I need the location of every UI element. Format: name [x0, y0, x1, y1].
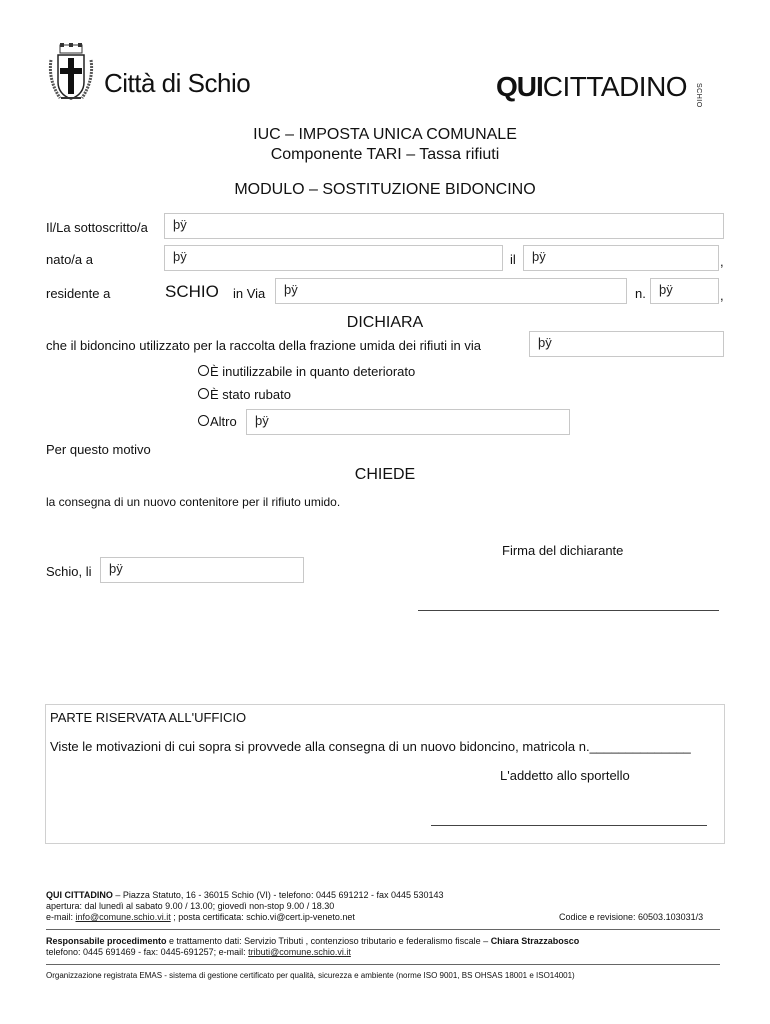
born-label: nato/a a	[46, 252, 93, 267]
footer-org-name: QUI CITTADINO	[46, 890, 113, 900]
reason-label: Per questo motivo	[46, 442, 151, 457]
footer-divider-2	[46, 964, 720, 965]
bin-street-field[interactable]: þÿ	[529, 331, 724, 357]
street-field[interactable]: þÿ	[275, 278, 627, 304]
place-date-field[interactable]: þÿ	[100, 557, 304, 583]
requests-heading: CHIEDE	[354, 466, 416, 483]
footer-emas: Organizzazione registrata EMAS - sistema di gestione certificato per qualità, sicurezza e ambiente (norme ISO 9001, BS OHSAS 18001 e ISO14001)	[46, 971, 575, 980]
resident-city: SCHIO	[165, 282, 219, 301]
option-stolen-radio[interactable]	[198, 388, 209, 399]
footer-resp-text: e trattamento dati: Servizio Tributi , contenzioso tributario e federalismo fiscale –	[166, 936, 491, 946]
brand-vertical-text: SCHIO	[695, 83, 702, 108]
signature-line[interactable]	[418, 610, 719, 611]
bin-text: che il bidoncino utilizzato per la raccolta della frazione umida dei rifiuti in via	[46, 338, 482, 353]
request-text: la consegna di un nuovo contenitore per il rifiuto umido.	[46, 495, 341, 509]
footer-email-row	[46, 912, 355, 922]
title-line-1: IUC – IMPOSTA UNICA COMUNALE	[253, 126, 517, 143]
footer-email-prefix: e-mail:	[46, 912, 76, 922]
birth-date-field[interactable]: þÿ	[523, 245, 719, 271]
signer-label: Il/La sottoscritto/a	[46, 220, 148, 235]
signature-label: Firma del dichiarante	[502, 543, 624, 558]
brand-light: CITTADINO	[542, 71, 688, 102]
other-reason-field[interactable]: þÿ	[246, 409, 570, 435]
declares-heading: DICHIARA	[346, 314, 424, 331]
footer-divider-1	[46, 929, 720, 930]
footer-pec: ; posta certificata: schio.vi@cert.ip-veneto.net	[170, 912, 355, 922]
number-label: n.	[635, 286, 646, 301]
footer-resp-contact-row	[46, 947, 351, 957]
footer-responsible	[46, 936, 579, 946]
city-name: Città di Schio	[104, 68, 251, 98]
footer-revision-code: Codice e revisione: 60503.103031/3	[559, 912, 704, 922]
footer-email-link[interactable]: info@comune.schio.vi.it	[75, 912, 171, 922]
office-title: PARTE RISERVATA ALL'UFFICIO	[50, 710, 247, 725]
footer-resp-contact: telefono: 0445 691469 - fax: 0445-691257; e-mail:	[46, 947, 249, 957]
street-label: in Via	[233, 286, 266, 301]
option-other-radio[interactable]	[198, 415, 209, 426]
option-other-label: Altro	[210, 414, 237, 429]
brand-bold: QUI	[496, 71, 543, 102]
option-deteriorated-label: È inutilizzabile in quanto deteriorato	[210, 364, 416, 379]
office-text: Viste le motivazioni di cui sopra si provvede alla consegna di un nuovo bidoncino, matricola n.______________	[50, 739, 691, 754]
option-stolen-label: È stato rubato	[210, 387, 291, 402]
comma: ,	[720, 254, 724, 269]
place-label: Schio, li	[46, 564, 92, 579]
title-line-2: Componente TARI – Tassa rifiuti	[270, 146, 500, 163]
footer-resp-email-link[interactable]: tributi@comune.schio.vi.it	[248, 947, 351, 957]
footer-address-text: – Piazza Statuto, 16 - 36015 Schio (VI) - telefono: 0445 691212 - fax 0445 530143	[112, 890, 444, 900]
office-section	[45, 704, 725, 844]
signer-field[interactable]: þÿ	[164, 213, 724, 239]
date-label: il	[510, 252, 516, 267]
footer-hours: apertura: dal lunedì al sabato 9.00 / 13.00; giovedì non-stop 9.00 / 18.30	[46, 901, 335, 911]
clerk-label: L'addetto allo sportello	[500, 768, 630, 783]
brand-logo	[496, 71, 687, 103]
resident-label: residente a	[46, 286, 111, 301]
clerk-signature-line[interactable]	[431, 825, 707, 826]
born-place-field[interactable]: þÿ	[164, 245, 503, 271]
footer-resp-name: Chiara Strazzabosco	[490, 936, 580, 946]
comma-2: ,	[720, 288, 724, 303]
city-coat-of-arms	[46, 42, 96, 104]
option-deteriorated-radio[interactable]	[198, 365, 209, 376]
house-number-field[interactable]: þÿ	[650, 278, 719, 304]
footer-address	[46, 890, 444, 900]
title-line-3: MODULO – SOSTITUZIONE BIDONCINO	[234, 181, 536, 198]
footer-resp-bold: Responsabile procedimento	[46, 936, 167, 946]
